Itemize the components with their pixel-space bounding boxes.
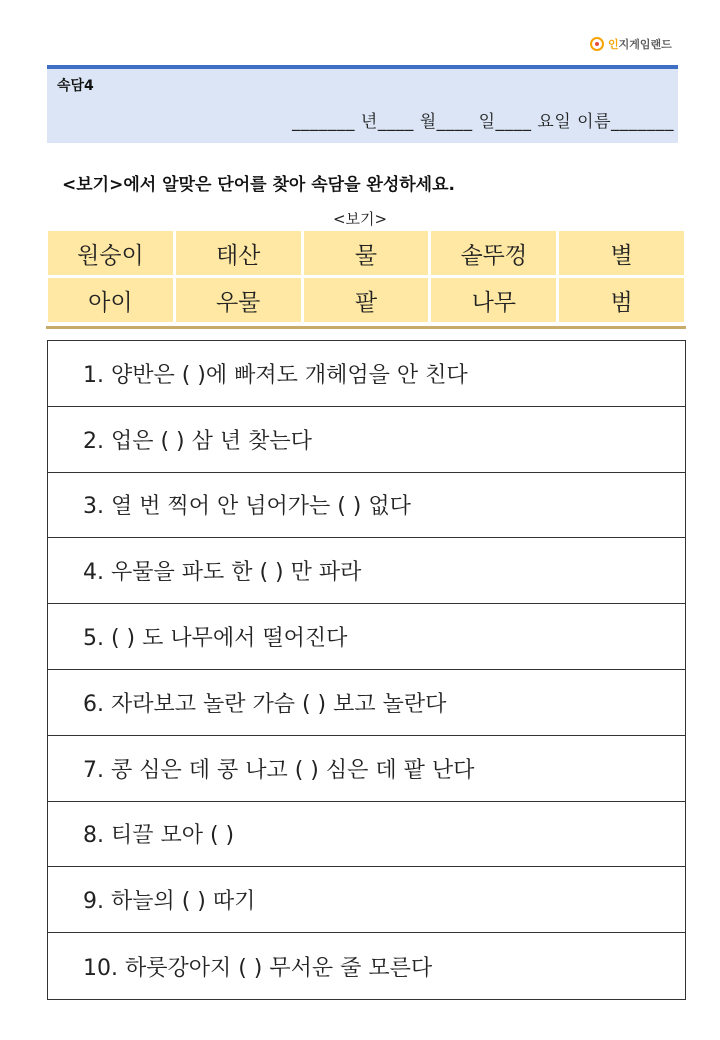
question-row-7: 7. 콩 심은 데 콩 나고 ( ) 심은 데 팥 난다 (48, 736, 685, 802)
word-bank-cell: 원숭이 (48, 231, 173, 275)
question-row-9: 9. 하늘의 ( ) 따기 (48, 867, 685, 933)
question-row-8: 8. 티끌 모아 ( ) (48, 802, 685, 868)
word-bank-cell: 물 (304, 231, 429, 275)
instruction-text: <보기>에서 알맞은 단어를 찾아 속담을 완성하세요. (62, 175, 455, 195)
proverb-question-list (47, 340, 686, 1000)
word-bank (46, 229, 686, 329)
question-row-2: 2. 업은 ( ) 삼 년 찾는다 (48, 407, 685, 473)
brand-logo-text: 지게임랜드 (618, 38, 672, 51)
worksheet-header (47, 65, 678, 143)
word-bank-cell: 나무 (431, 278, 556, 322)
word-bank-cell: 우물 (176, 278, 301, 322)
worksheet-title: 속담4 (57, 78, 94, 94)
brain-logo-icon (590, 37, 604, 51)
question-row-3: 3. 열 번 찍어 안 넘어가는 ( ) 없다 (48, 473, 685, 539)
word-bank-cell: 범 (559, 278, 684, 322)
word-bank-label: <보기> (332, 210, 388, 228)
question-row-4: 4. 우물을 파도 한 ( ) 만 파라 (48, 538, 685, 604)
date-name-line: _______ 년____ 월____ 일____ 요일 이름_______ (292, 112, 674, 132)
question-row-10: 10. 하룻강아지 ( ) 무서운 줄 모른다 (83, 955, 433, 981)
word-bank-cell: 태산 (176, 231, 301, 275)
question-row-6: 6. 자라보고 놀란 가슴 ( ) 보고 놀란다 (48, 670, 685, 736)
word-bank-cell: 팥 (304, 278, 429, 322)
brand-logo (590, 36, 672, 52)
question-row-1: 1. 양반은 ( )에 빠져도 개헤엄을 안 친다 (48, 341, 685, 407)
question-row-5: 5. ( ) 도 나무에서 떨어진다 (48, 604, 685, 670)
word-bank-cell: 아이 (48, 278, 173, 322)
word-bank-cell: 솥뚜껑 (431, 231, 556, 275)
word-bank-cell: 별 (559, 231, 684, 275)
brand-logo-accent: 인 (608, 38, 619, 51)
